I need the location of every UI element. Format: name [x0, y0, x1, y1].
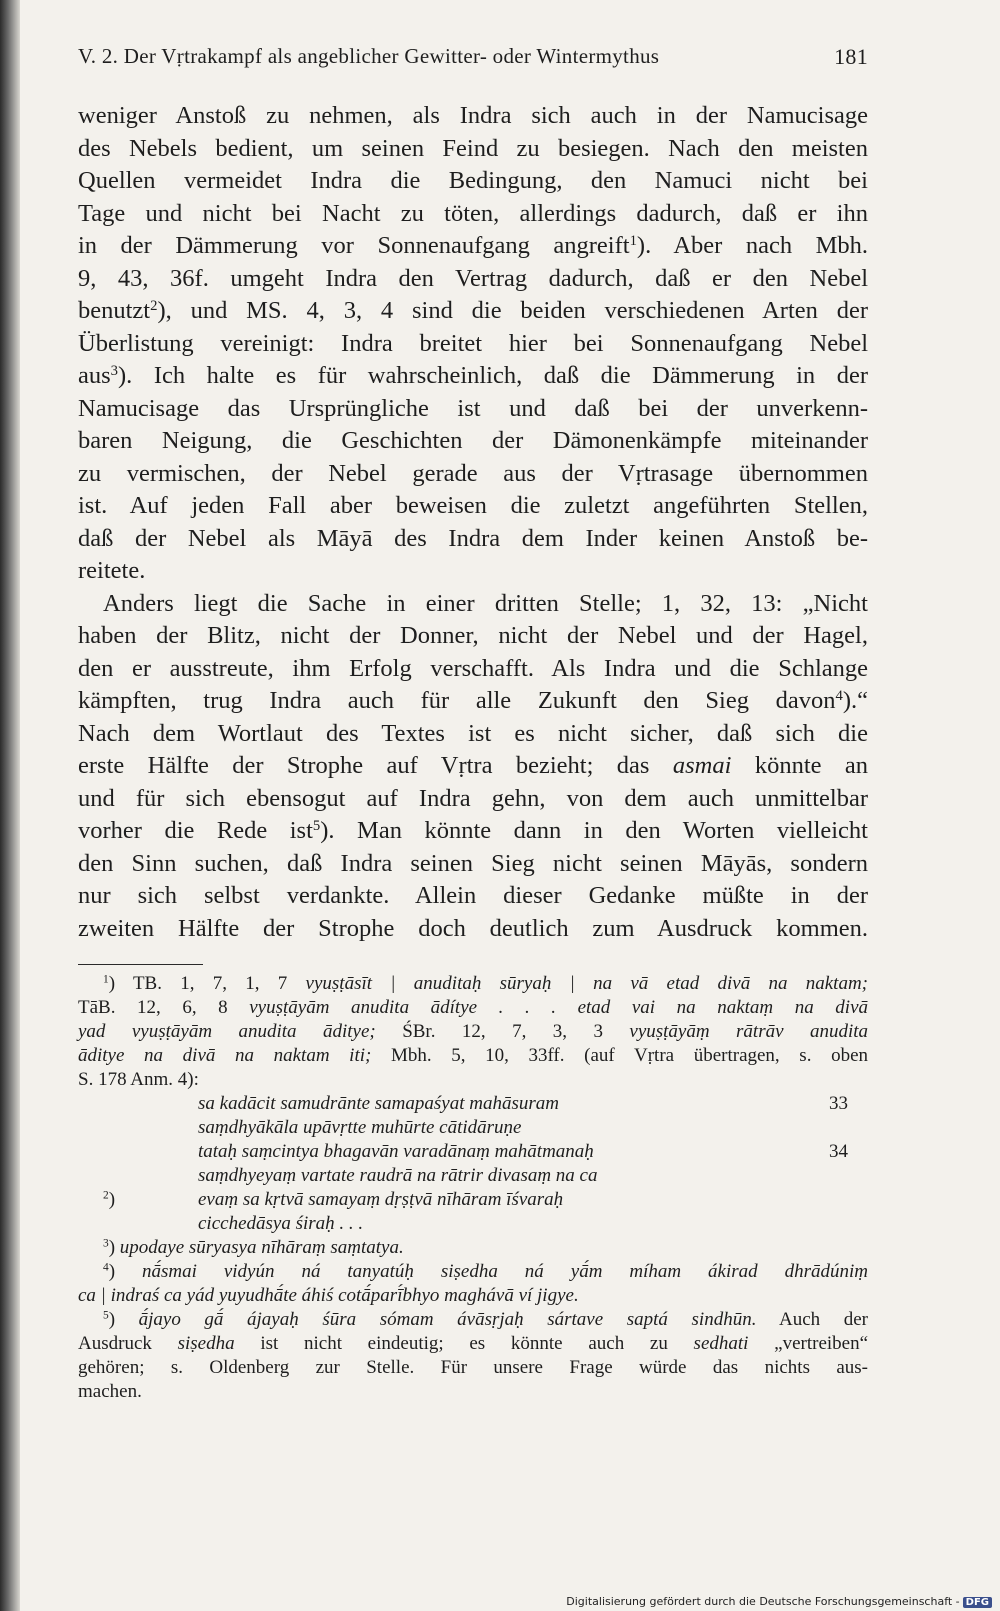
text-line: kämpften, trug Indra auch für alle Zukunft den Sieg davon$^4$).“	[78, 687, 868, 714]
footnote-line: Ausdruck siṣedha ist nicht eindeutig; es könnte auch zu sedhati „vertreiben“	[78, 1333, 869, 1354]
text-line: baren Neigung, die Geschichten der Dämonenkämpfe miteinander	[78, 427, 868, 454]
footnote-line: ca | indraś ca yád yuyudhā́te áhiś cotā́parī́bhyo maghávā ví jigye.	[78, 1285, 579, 1306]
page-gutter-shadow	[0, 0, 20, 1611]
text-line: haben der Blitz, nicht der Donner, nicht der Nebel und der Hagel,	[78, 622, 868, 649]
footnote-ref: 4	[835, 687, 843, 704]
text-line: Namucisage das Ursprüngliche ist und daß bei der unverkenn-	[78, 394, 868, 422]
verse-line: saṃdhyākāla upāvṛtte muhūrte cātidāruṇe	[198, 1117, 522, 1138]
running-header	[78, 44, 868, 69]
text-line: Anders liegt die Sache in einer dritten Stelle; 1, 32, 13: „Nicht	[103, 589, 868, 617]
footnote-ref: 2	[150, 297, 158, 314]
footnote-3: $^3$) upodaye sūryasya nīhāraṃ saṃtatya.	[103, 1237, 404, 1258]
dfg-logo: DFG	[963, 1597, 992, 1608]
running-title: V. 2. Der Vṛtrakampf als angeblicher Gewitter- oder Wintermythus	[78, 44, 660, 68]
footnote-ref: 3	[110, 362, 119, 379]
text-line: Nach dem Wortlaut des Textes ist es nicht sicher, daß sich die	[78, 719, 868, 747]
main-text	[78, 100, 868, 945]
footnote-line: TāB. 12, 6, 8 vyuṣṭāyām anudita ādítye . . . etad vai na naktaṃ na divā	[78, 997, 868, 1018]
text-line: des Nebels bedient, um seinen Feind zu besiegen. Nach den meisten	[78, 134, 868, 162]
text-line: Tage und nicht bei Nacht zu töten, allerdings dadurch, daß er ihn	[78, 199, 868, 227]
footnote-line: machen.	[78, 1381, 142, 1402]
text-line: ist. Auf jeden Fall aber beweisen die zuletzt angeführten Stellen,	[78, 492, 868, 519]
verse-line: saṃdhyeyaṃ vartate raudrā na rātrir divasaṃ na ca	[198, 1165, 598, 1186]
text-line: weniger Anstoß zu nehmen, als Indra sich auch in der Namucisage	[78, 102, 868, 129]
footnote-5: $^5$) ā́jayo gā́ ájayaḥ śūra sómam ávāsṛjaḥ sártave saptá sindhūn. Auch der	[103, 1309, 869, 1330]
text-line: benutzt$^2$), und MS. 4, 3, 4 sind die beiden verschiedenen Arten der	[78, 297, 868, 324]
footnote-2: $^2$) evaṃ sa kṛtvā samayaṃ dṛṣṭvā nīhāram īśvaraḥ	[103, 1189, 564, 1210]
footer-credit: Digitalisierung gefördert durch die Deutsche Forschungsgemeinschaft -	[566, 1595, 960, 1608]
text-line: den er ausstreute, ihm Erfolg verschafft. Als Indra und die Schlange	[78, 654, 868, 682]
verse-number: 33	[829, 1093, 848, 1114]
verse-line: tataḥ saṃcintya bhagavān varadānaṃ mahātmanaḥ 34	[198, 1141, 848, 1162]
footnote-4: $^4$) nā́smai vidyún ná tanyatúḥ siṣedha ná yā́m míham ákirad dhrādúniṃ	[103, 1261, 869, 1282]
footnotes	[78, 972, 868, 1404]
text-line: den Sinn suchen, daß Indra seinen Sieg nicht seinen Māyās, sondern	[78, 849, 868, 877]
footnote-1: $^1$) TB. 1, 7, 1, 7 vyuṣṭāsīt | anuditaḥ sūryaḥ | na vā etad divā na naktam;	[103, 973, 868, 994]
footnote-line: gehören; s. Oldenberg zur Stelle. Für unsere Frage würde das nichts aus-	[78, 1357, 868, 1378]
text-line: 9, 43, 36f. umgeht Indra den Vertrag dadurch, daß er den Nebel	[78, 264, 868, 292]
digitization-footer	[566, 1595, 992, 1608]
text-line: Quellen vermeidet Indra die Bedingung, den Namuci nicht bei	[78, 167, 868, 194]
verse-number: 34	[829, 1141, 848, 1162]
text-line: zu vermischen, der Nebel gerade aus der Vṛtrasage übernommen	[78, 459, 868, 487]
footnote-line: āditye na divā na naktam iti; Mbh. 5, 10, 33ff. (auf Vṛtra übertragen, s. oben	[78, 1045, 868, 1066]
footnote-ref: 5	[312, 817, 321, 834]
footnote-ref: 1	[629, 232, 637, 249]
text-line: nur sich selbst verdankte. Allein dieser Gedanke müßte in der	[78, 882, 868, 909]
verse-line: cicchedāsya śiraḥ . . .	[198, 1213, 364, 1234]
text-line: erste Hälfte der Strophe auf Vṛtra bezieht; das asmai könnte an	[78, 752, 869, 779]
verse-line: sa kadācit samudrānte samapaśyat mahāsuram 33	[198, 1093, 848, 1114]
footnote-line: S. 178 Anm. 4):	[78, 1069, 199, 1090]
text-line: vorher die Rede ist$^5$). Man könnte dann in den Worten vielleicht	[78, 817, 868, 844]
text-line: und für sich ebensogut auf Indra gehn, von dem auch unmittelbar	[78, 784, 868, 812]
page-number: 181	[834, 44, 868, 69]
text-line: aus$^3$). Ich halte es für wahrscheinlich, daß die Dämmerung in der	[78, 362, 868, 389]
footnote-rule	[78, 964, 203, 965]
text-line: reitete.	[78, 557, 146, 584]
text-line: Überlistung vereinigt: Indra breitet hier bei Sonnenaufgang Nebel	[78, 329, 868, 357]
text-line: in der Dämmerung vor Sonnenaufgang angreift$^1$). Aber nach Mbh.	[78, 232, 868, 259]
text-line: daß der Nebel als Māyā des Indra dem Inder keinen Anstoß be-	[78, 524, 868, 552]
text-line: zweiten Hälfte der Strophe doch deutlich zum Ausdruck kommen.	[78, 914, 868, 942]
footnote-line: yad vyuṣṭāyām anudita āditye; ŚBr. 12, 7, 3, 3 vyuṣṭāyāṃ rātrāv anudita	[78, 1021, 869, 1042]
